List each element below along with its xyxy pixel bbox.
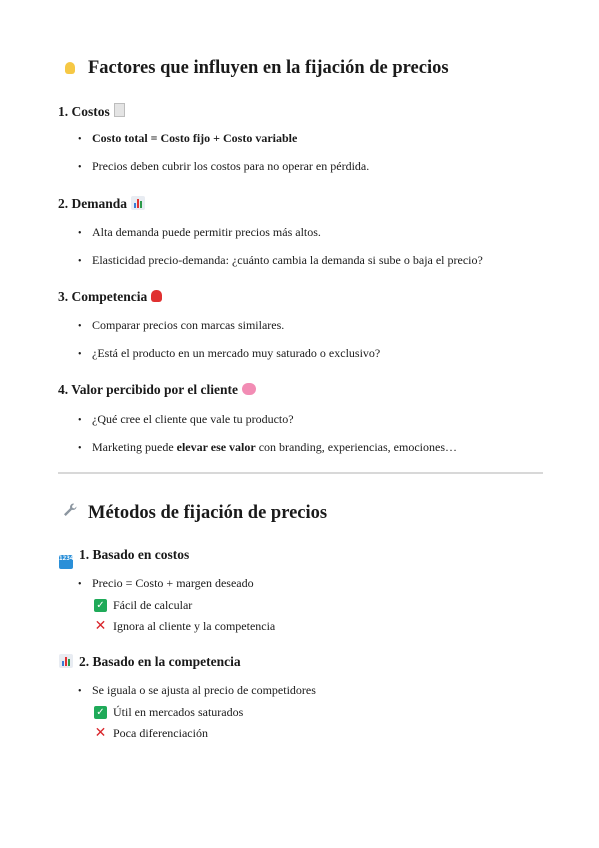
bullet-text: Costo total = Costo fijo + Costo variable [92, 131, 298, 145]
list-item [78, 576, 254, 591]
factor-heading-text: 1. Costos [58, 104, 110, 119]
lightbulb-icon [60, 61, 80, 78]
brain-icon [242, 383, 256, 397]
con-text: Poca diferenciación [113, 726, 208, 740]
bullet-text: Se iguala o se ajusta al precio de competidores [92, 683, 316, 697]
wrench-icon [60, 502, 80, 523]
bullet-text: Precio = Costo + margen deseado [92, 576, 254, 590]
list-item [78, 683, 316, 698]
section-title-factores [60, 58, 449, 79]
list-item [78, 225, 321, 240]
method-heading-text: 1. Basado en costos [79, 547, 190, 562]
list-item [78, 412, 294, 427]
bullet-dot: • [78, 579, 82, 590]
check-icon: ✓ [94, 599, 107, 612]
bullet-text: Alta demanda puede permitir precios más altos. [92, 225, 321, 239]
factor-heading-costos [58, 103, 125, 120]
bullet-dot: • [78, 228, 82, 239]
receipt-icon [114, 105, 125, 119]
bullet-dot: • [78, 415, 82, 426]
list-item [78, 318, 284, 333]
boxing-glove-icon [151, 290, 162, 304]
bullet-dot: • [78, 162, 82, 173]
section-title-metodos [60, 502, 327, 524]
bullet-text: ¿Está el producto en un mercado muy saturado o exclusivo? [92, 346, 381, 360]
list-item [78, 131, 297, 146]
method-heading-costos [58, 547, 189, 569]
factor-heading-competencia [58, 289, 162, 305]
bullet-dot: • [78, 256, 82, 267]
factor-heading-text: 3. Competencia [58, 289, 148, 304]
pro-text: Fácil de calcular [113, 598, 193, 612]
con-item [94, 726, 208, 741]
section-title-text: Métodos de fijación de precios [88, 503, 328, 523]
pro-item [94, 598, 192, 613]
factor-heading-valor [58, 382, 256, 398]
bullet-text-post: con branding, experiencias, emociones… [255, 440, 457, 454]
con-item [94, 619, 275, 634]
bullet-text-bold: elevar ese valor [176, 440, 256, 454]
cross-icon: ✕ [94, 618, 107, 634]
bullet-dot: • [78, 349, 82, 360]
cross-icon: ✕ [94, 725, 107, 741]
section-divider [58, 472, 543, 474]
section-title-text: Factores que influyen en la fijación de precios [88, 58, 449, 78]
factor-heading-demanda [58, 196, 145, 212]
bullet-text: Precios deben cubrir los costos para no operar en pérdida. [92, 159, 370, 173]
factor-heading-text: 4. Valor percibido por el cliente [58, 382, 239, 397]
pro-item [94, 705, 243, 720]
pro-text: Útil en mercados saturados [113, 705, 244, 719]
list-item [78, 346, 380, 361]
bar-chart-icon [131, 197, 145, 211]
bullet-dot: • [78, 321, 82, 332]
bullet-text: ¿Qué cree el cliente que vale tu producto? [92, 412, 294, 426]
list-item [78, 253, 483, 268]
bullet-text: Comparar precios con marcas similares. [92, 318, 285, 332]
bullet-text-pre: Marketing puede [92, 440, 177, 454]
con-text: Ignora al cliente y la competencia [113, 619, 276, 633]
bullet-dot: • [78, 686, 82, 697]
bar-chart-icon [58, 654, 74, 670]
list-item [78, 159, 369, 174]
bullet-dot: • [78, 443, 82, 454]
numbers-icon [58, 548, 74, 569]
method-heading-text: 2. Basado en la competencia [79, 654, 241, 669]
bullet-text: Elasticidad precio-demanda: ¿cuánto cambia la demanda si sube o baja el precio? [92, 253, 483, 267]
numbers-icon-glyph: 1234 [59, 555, 73, 569]
method-heading-competencia [58, 654, 241, 670]
bullet-dot: • [78, 134, 82, 145]
check-icon: ✓ [94, 706, 107, 719]
factor-heading-text: 2. Demanda [58, 196, 128, 211]
list-item [78, 440, 457, 455]
